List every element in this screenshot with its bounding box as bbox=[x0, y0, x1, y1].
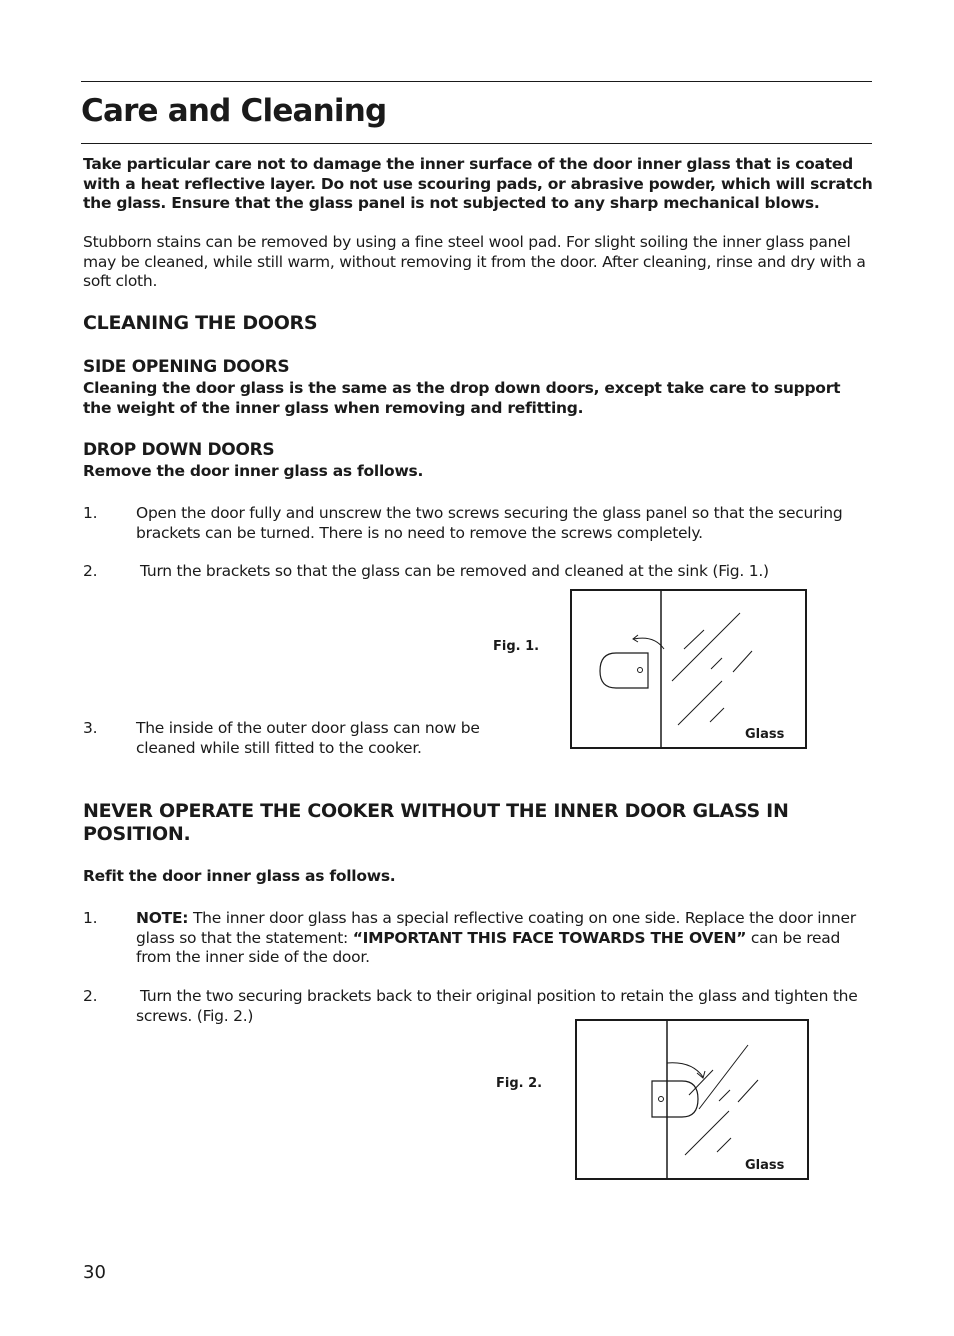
fig1-diagram bbox=[570, 589, 807, 749]
glass-reflection-line bbox=[684, 630, 704, 649]
refit-intro: Refit the door inner glass as follows. bbox=[83, 867, 396, 885]
glass-reflection-line bbox=[710, 708, 724, 722]
bracket-shape bbox=[600, 653, 648, 688]
intro-text: Stubborn stains can be removed by using a fine steel wool pad. For slight soiling the inner glass panel may be cleaned, while still warm, without removing it from the door. After cleaning, rinse and dry with a soft cloth. bbox=[83, 233, 866, 291]
note-text-after: can be read from the inner side of the door. bbox=[136, 928, 841, 967]
intro-warning: Take particular care not to damage the inner surface of the door inner glass that is coated with a heat reflective layer. Do not use scouring pads, or abrasive powder, which will scratch the glass. Ensure that the glass panel is not subjected to any sharp mechanical blows. bbox=[83, 155, 873, 213]
rotation-arrow-icon bbox=[667, 1063, 703, 1077]
page-title: Care and Cleaning bbox=[81, 93, 387, 129]
fig1-label: Fig. 1. bbox=[493, 639, 540, 654]
note-text-before: The inner door glass has a special reflective coating on one side. Replace the door inner glass so that the statement: bbox=[136, 909, 856, 947]
rotation-arrow-icon bbox=[634, 638, 664, 649]
glass-label: Glass bbox=[745, 1158, 785, 1173]
side-opening-text: Cleaning the door glass is the same as the drop down doors, except take care to support the weight of the inner glass when removing and refitting. bbox=[83, 379, 841, 417]
glass-reflection-line bbox=[672, 613, 740, 681]
step-text: The inside of the outer door glass can now be cleaned while still fitted to the cooker. bbox=[136, 719, 480, 757]
screw-icon bbox=[638, 668, 643, 673]
never-operate-heading: NEVER OPERATE THE COOKER WITHOUT THE INNER DOOR GLASS IN POSITION. bbox=[83, 800, 789, 845]
step-number: 3. bbox=[83, 719, 98, 737]
glass-reflection-line bbox=[733, 651, 752, 672]
fig2-illustration bbox=[577, 1021, 807, 1178]
side-opening-heading: SIDE OPENING DOORS bbox=[83, 357, 290, 377]
step-number: 2. bbox=[83, 987, 98, 1005]
top-rule bbox=[81, 81, 872, 82]
note-label: NOTE: bbox=[136, 909, 189, 927]
page-number: 30 bbox=[83, 1262, 106, 1283]
cleaning-doors-heading: CLEANING THE DOORS bbox=[83, 312, 318, 334]
important-statement: “IMPORTANT THIS FACE TOWARDS THE OVEN” bbox=[352, 928, 747, 947]
glass-label: Glass bbox=[745, 727, 785, 742]
glass-reflection-line bbox=[711, 658, 722, 669]
step-number: 2. bbox=[83, 562, 98, 580]
step-number: 1. bbox=[83, 504, 98, 522]
drop-down-heading: DROP DOWN DOORS bbox=[83, 440, 275, 460]
step-number: 1. bbox=[83, 909, 98, 927]
step-text: Turn the brackets so that the glass can be removed and cleaned at the sink (Fig. 1.) bbox=[140, 562, 769, 580]
fig1-illustration bbox=[572, 591, 805, 747]
glass-reflection-line bbox=[678, 681, 722, 725]
title-rule bbox=[81, 143, 872, 144]
step-text: Open the door fully and unscrew the two screws securing the glass panel so that the securing brackets can be turned. There is no need to remove the screws completely. bbox=[136, 504, 843, 542]
glass-reflection-line bbox=[719, 1090, 730, 1101]
glass-reflection-line bbox=[717, 1138, 731, 1152]
drop-down-intro: Remove the door inner glass as follows. bbox=[83, 462, 424, 480]
fig2-diagram bbox=[575, 1019, 809, 1180]
refit-step-text bbox=[136, 909, 876, 968]
glass-reflection-line bbox=[738, 1080, 758, 1102]
fig2-label: Fig. 2. bbox=[496, 1076, 543, 1091]
step-text: Turn the two securing brackets back to their original position to retain the glass and tighten the screws. (Fig. 2.) bbox=[136, 987, 858, 1025]
screw-icon bbox=[659, 1097, 664, 1102]
glass-reflection-line bbox=[685, 1111, 729, 1155]
